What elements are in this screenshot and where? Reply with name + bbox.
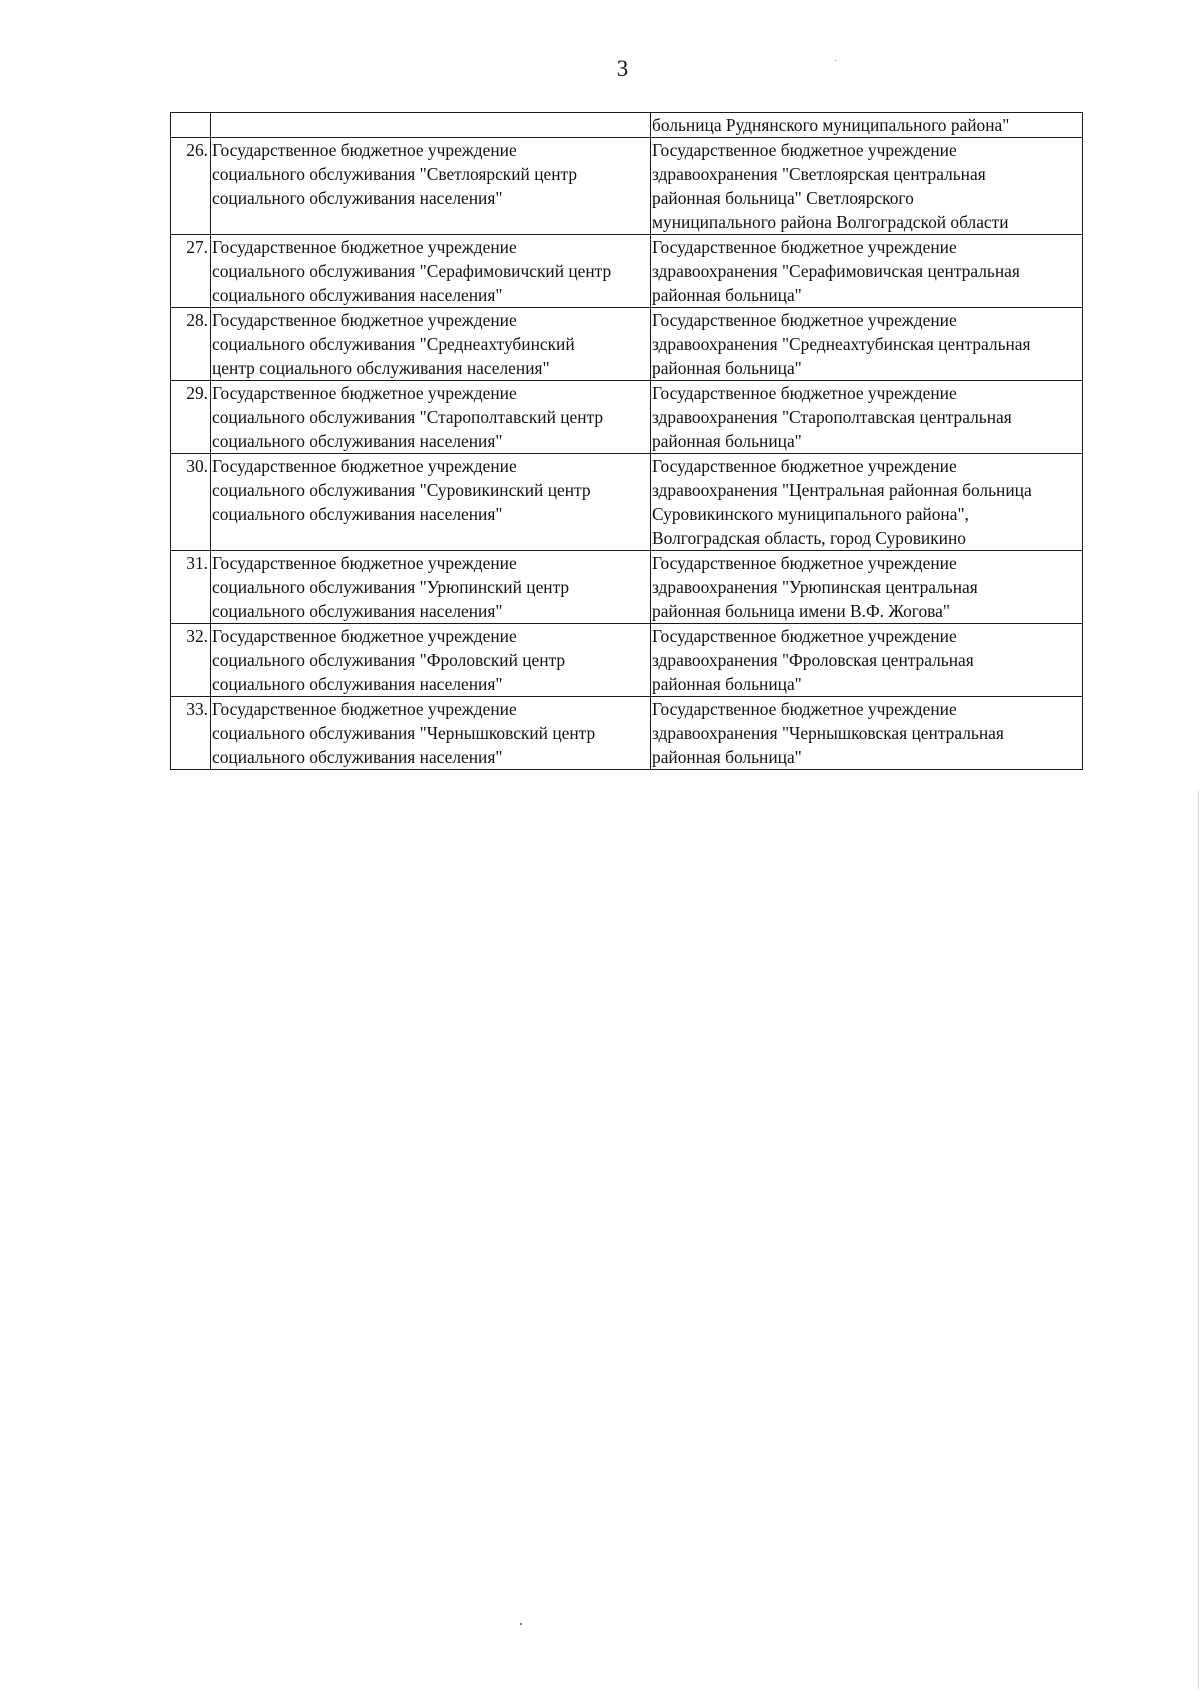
- cell-text-line: социального обслуживания "Чернышковский центр: [212, 723, 596, 743]
- cell-text-line: социального обслуживания "Среднеахтубинский: [212, 334, 575, 354]
- cell-text-line: Государственное бюджетное учреждение: [212, 626, 517, 646]
- table-row: [171, 551, 1083, 624]
- table-row: [171, 697, 1083, 770]
- cell-text-line: социального обслуживания "Серафимовичский центр: [212, 261, 612, 281]
- social-service-institution-cell: [211, 551, 651, 624]
- cell-text-line: Государственное бюджетное учреждение: [652, 310, 957, 330]
- cell-text-line: Государственное бюджетное учреждение: [652, 383, 957, 403]
- social-service-institution-cell: [211, 381, 651, 454]
- table-row: [171, 138, 1083, 235]
- table-row: [171, 308, 1083, 381]
- healthcare-institution-cell: [651, 454, 1083, 551]
- cell-text-line: районная больница": [652, 358, 802, 378]
- cell-text-line: социального обслуживания населения": [212, 504, 503, 524]
- social-service-institution-cell: [211, 235, 651, 308]
- social-service-institution-cell: [211, 138, 651, 235]
- page-number: 3: [616, 56, 629, 81]
- cell-text-line: социального обслуживания "Суровикинский центр: [212, 480, 591, 500]
- cell-text-line: здравоохранения "Чернышковская центральная: [652, 723, 1004, 743]
- cell-text-line: Государственное бюджетное учреждение: [652, 140, 957, 160]
- cell-text-line: здравоохранения "Урюпинская центральная: [652, 577, 978, 597]
- row-number: 32.: [171, 624, 211, 697]
- cell-text-line: социального обслуживания населения": [212, 601, 503, 621]
- cell-text-line: Государственное бюджетное учреждение: [212, 383, 517, 403]
- cell-text-line: муниципального района Волгоградской области: [652, 212, 1009, 232]
- row-number: [171, 113, 211, 138]
- table-row: [171, 113, 1083, 138]
- cell-text-line: здравоохранения "Старополтавская центральная: [652, 407, 1012, 427]
- healthcare-institution-cell: [651, 697, 1083, 770]
- healthcare-institution-cell: [651, 381, 1083, 454]
- institutions-table: [170, 112, 1083, 770]
- social-service-institution-cell: [211, 113, 651, 138]
- cell-text-line: районная больница": [652, 431, 802, 451]
- row-number: 26.: [171, 138, 211, 235]
- cell-text-line: Государственное бюджетное учреждение: [212, 553, 517, 573]
- scan-edge-line: [1198, 790, 1199, 1690]
- cell-text-line: районная больница": [652, 747, 802, 767]
- cell-text-line: социального обслуживания "Старополтавский центр: [212, 407, 604, 427]
- cell-text-line: Государственное бюджетное учреждение: [652, 699, 957, 719]
- cell-text-line: районная больница" Светлоярского: [652, 188, 914, 208]
- social-service-institution-cell: [211, 454, 651, 551]
- cell-text-line: Государственное бюджетное учреждение: [652, 626, 957, 646]
- table-row: [171, 235, 1083, 308]
- table-row: [171, 381, 1083, 454]
- cell-text-line: районная больница имени В.Ф. Жогова": [652, 601, 950, 621]
- cell-text-line: Государственное бюджетное учреждение: [652, 553, 957, 573]
- cell-text-line: центр социального обслуживания населения": [212, 358, 550, 378]
- cell-text-line: Государственное бюджетное учреждение: [212, 140, 517, 160]
- row-number: 28.: [171, 308, 211, 381]
- cell-text-line: социального обслуживания населения": [212, 285, 503, 305]
- social-service-institution-cell: [211, 308, 651, 381]
- row-number: 29.: [171, 381, 211, 454]
- cell-text-line: социального обслуживания "Урюпинский центр: [212, 577, 570, 597]
- cell-text-line: районная больница": [652, 285, 802, 305]
- cell-text-line: социального обслуживания населения": [212, 674, 503, 694]
- healthcare-institution-cell: [651, 235, 1083, 308]
- scan-speck: [520, 1623, 522, 1625]
- row-number: 33.: [171, 697, 211, 770]
- cell-text-line: здравоохранения "Фроловская центральная: [652, 650, 974, 670]
- social-service-institution-cell: [211, 624, 651, 697]
- cell-text-line: здравоохранения "Центральная районная больница: [652, 480, 1032, 500]
- cell-text-line: Государственное бюджетное учреждение: [212, 699, 517, 719]
- cell-text-line: социального обслуживания населения": [212, 188, 503, 208]
- cell-text-line: Государственное бюджетное учреждение: [212, 456, 517, 476]
- cell-text-line: Государственное бюджетное учреждение: [652, 237, 957, 257]
- row-number: 27.: [171, 235, 211, 308]
- cell-text-line: Государственное бюджетное учреждение: [652, 456, 957, 476]
- row-number: 30.: [171, 454, 211, 551]
- cell-text-line: Государственное бюджетное учреждение: [212, 310, 517, 330]
- cell-text-line: больница Руднянского муниципального района": [652, 115, 1010, 135]
- cell-text-line: социального обслуживания населения": [212, 431, 503, 451]
- cell-text-line: здравоохранения "Светлоярская центральная: [652, 164, 986, 184]
- table-row: [171, 624, 1083, 697]
- cell-text-line: Суровикинского муниципального района",: [652, 504, 969, 524]
- cell-text-line: Государственное бюджетное учреждение: [212, 237, 517, 257]
- row-number: 31.: [171, 551, 211, 624]
- scan-speck: [835, 60, 836, 61]
- healthcare-institution-cell: [651, 113, 1083, 138]
- cell-text-line: социального обслуживания населения": [212, 747, 503, 767]
- cell-text-line: социального обслуживания "Светлоярский центр: [212, 164, 578, 184]
- cell-text-line: здравоохранения "Серафимовичская центральная: [652, 261, 1020, 281]
- cell-text-line: районная больница": [652, 674, 802, 694]
- social-service-institution-cell: [211, 697, 651, 770]
- healthcare-institution-cell: [651, 624, 1083, 697]
- cell-text-line: социального обслуживания "Фроловский центр: [212, 650, 566, 670]
- cell-text-line: здравоохранения "Среднеахтубинская центральная: [652, 334, 1031, 354]
- table-body: [171, 113, 1083, 770]
- healthcare-institution-cell: [651, 138, 1083, 235]
- healthcare-institution-cell: [651, 308, 1083, 381]
- cell-text-line: Волгоградская область, город Суровикино: [652, 528, 966, 548]
- table-row: [171, 454, 1083, 551]
- healthcare-institution-cell: [651, 551, 1083, 624]
